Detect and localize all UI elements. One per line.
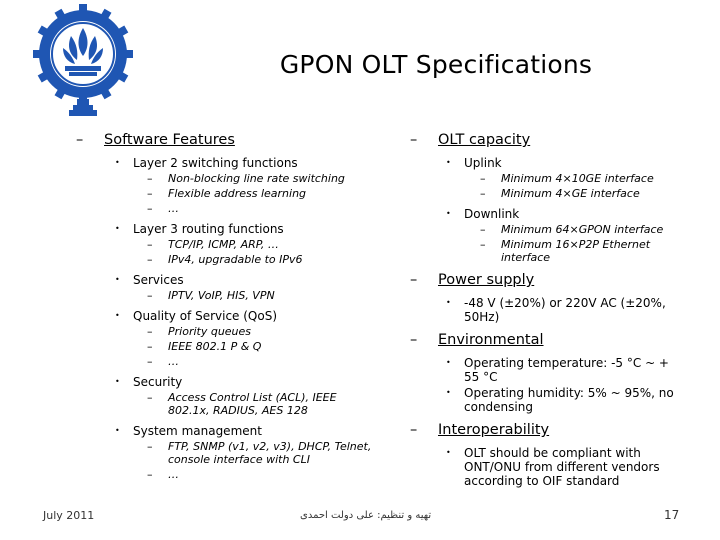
sub-item: – IPv4, upgradable to IPv6 <box>147 253 303 266</box>
slide-title: GPON OLT Specifications <box>279 50 593 79</box>
sub-item: – Access Control List (ACL), IEEE 802.1x, RADIUS, AES 128 <box>147 391 337 417</box>
sub-item: – … <box>147 468 179 481</box>
sub-item: – Minimum 4×10GE interface <box>480 172 654 185</box>
list-item: • Services <box>115 273 184 287</box>
list-item: • Security <box>115 375 183 389</box>
footer-date: July 2011 <box>43 509 95 522</box>
sub-item: – Minimum 16×P2P Ethernet interface <box>480 238 651 264</box>
sub-item: – IEEE 802.1 P & Q <box>147 340 262 353</box>
list-item: • Operating humidity: 5% ~ 95%, no condensing <box>446 386 674 414</box>
list-item: • Layer 3 routing functions <box>115 222 284 236</box>
sub-item: – TCP/IP, ICMP, ARP, … <box>147 238 279 251</box>
list-item: • Quality of Service (QoS) <box>115 309 278 323</box>
section-title: Environmental <box>438 332 544 348</box>
section-environmental: – Environmental <box>410 332 544 348</box>
sub-item: – Flexible address learning <box>147 187 307 200</box>
sub-item: – Priority queues <box>147 325 252 338</box>
sub-item: – Minimum 64×GPON interface <box>480 223 664 236</box>
page-number: 17 <box>664 508 680 522</box>
left-column <box>76 128 376 481</box>
sub-item: – … <box>147 202 179 215</box>
list-item: • System management <box>115 424 262 438</box>
section-title: Interoperability <box>438 422 550 438</box>
list-item: • Operating temperature: -5 °C ~ + 55 °C <box>446 356 669 384</box>
section-title: Software Features <box>104 132 235 148</box>
footer-author: تهیه و تنظیم: علی دولت احمدی <box>300 510 432 521</box>
list-item: • Downlink <box>446 207 520 221</box>
section-power-supply: – Power supply <box>410 272 535 288</box>
list-item: • OLT should be compliant with ONT/ONU from different vendors according to OIF standard <box>446 446 660 488</box>
list-item: • -48 V (±20%) or 220V AC (±20%, 50Hz) <box>446 296 666 324</box>
list-item: • Layer 2 switching functions <box>115 156 298 170</box>
right-column <box>410 128 685 488</box>
sub-item: – … <box>147 355 179 368</box>
section-olt-capacity: – OLT capacity <box>410 132 531 148</box>
sub-item: – Non-blocking line rate switching <box>147 172 345 185</box>
university-logo <box>33 4 133 118</box>
section-interoperability: – Interoperability <box>410 422 550 438</box>
section-title: Power supply <box>438 272 535 288</box>
list-item: • Uplink <box>446 156 502 170</box>
section-software-features: – Software Features <box>76 132 235 148</box>
sub-item: – FTP, SNMP (v1, v2, v3), DHCP, Telnet, console interface with CLI <box>147 440 372 466</box>
sub-item: – Minimum 4×GE interface <box>480 187 640 200</box>
section-title: OLT capacity <box>438 132 531 148</box>
sub-item: – IPTV, VoIP, HIS, VPN <box>147 289 275 302</box>
